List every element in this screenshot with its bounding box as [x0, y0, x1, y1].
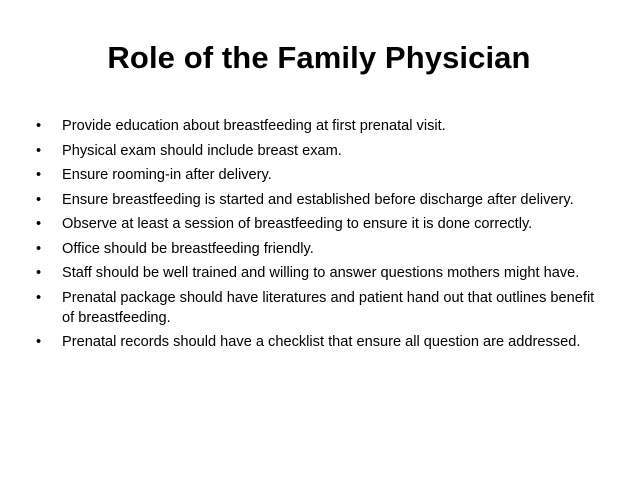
bullet-text: Ensure rooming-in after delivery. [62, 167, 272, 183]
bullet-text: Observe at least a session of breastfeeding to ensure it is done correctly. [62, 216, 533, 232]
bullet-item [36, 239, 596, 259]
bullet-dot: • [36, 334, 42, 350]
bullet-dot: • [36, 191, 42, 208]
bullet-item [36, 165, 596, 185]
bullet-item [36, 288, 596, 328]
bullet-dot: • [36, 240, 42, 257]
bullet-item [36, 190, 596, 210]
bullet-dot: • [36, 118, 42, 134]
bullet-list [36, 116, 596, 357]
bullet-text: Provide education about breastfeeding at first prenatal visit. [62, 118, 446, 134]
bullet-item [36, 332, 596, 352]
bullet-text: Staff should be well trained and willing to answer questions mothers might have. [62, 265, 580, 281]
bullet-text: Ensure breastfeeding is started and established before discharge after delivery. [62, 191, 574, 208]
bullet-dot: • [36, 142, 42, 159]
bullet-dot: • [36, 167, 42, 183]
bullet-item [36, 214, 596, 234]
bullet-text: Prenatal records should have a checklist that ensure all question are addressed. [62, 334, 581, 350]
bullet-text: Physical exam should include breast exam. [62, 142, 342, 159]
bullet-dot: • [36, 289, 42, 306]
bullet-dot: • [36, 265, 42, 281]
bullet-text: Office should be breastfeeding friendly. [62, 240, 314, 257]
bullet-text: Prenatal package should have literatures and patient hand out that outlines benefit of breastfeeding. [62, 289, 595, 326]
bullet-item [36, 141, 596, 161]
slide-title: Role of the Family Physician [107, 40, 531, 75]
bullet-item [36, 116, 596, 136]
bullet-item [36, 263, 596, 283]
bullet-dot: • [36, 216, 42, 232]
